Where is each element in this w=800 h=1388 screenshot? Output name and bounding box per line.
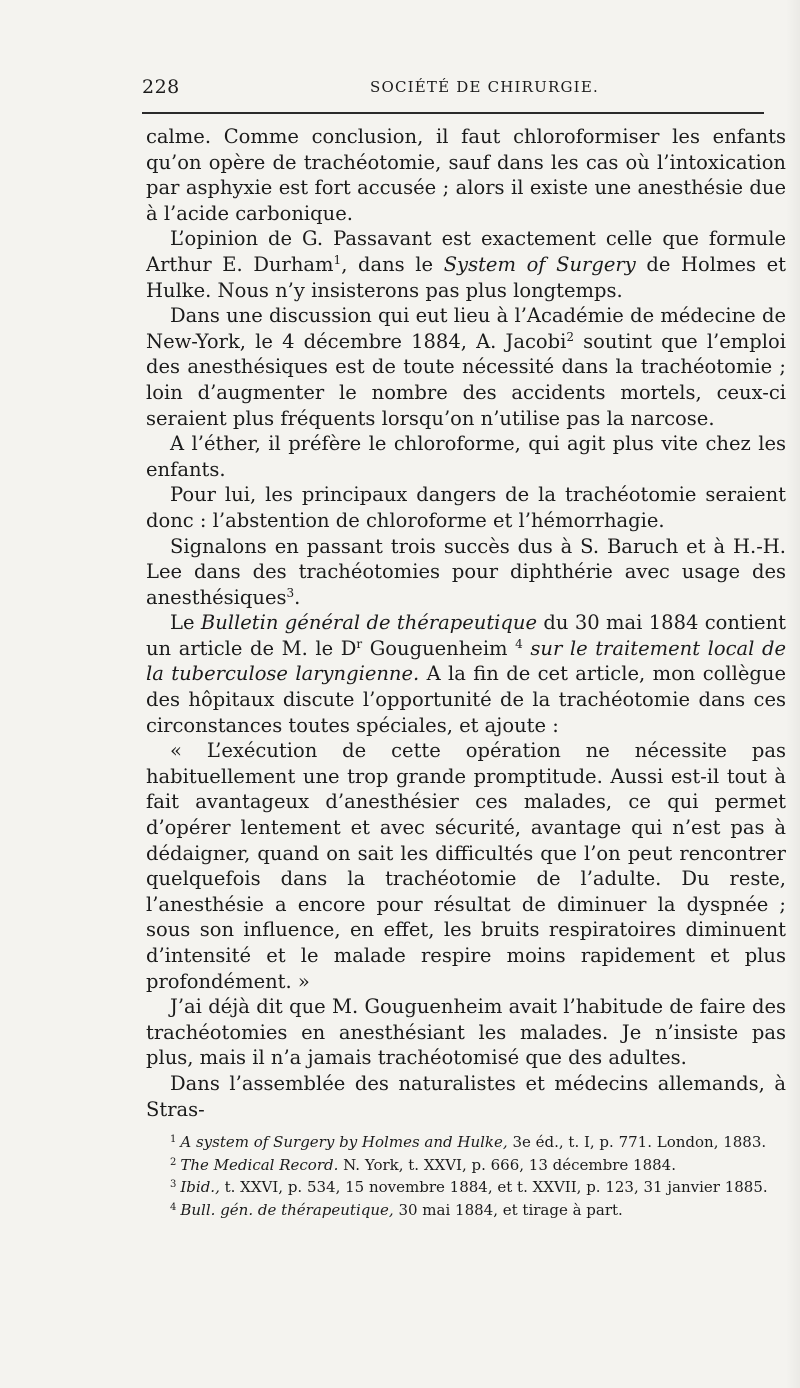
text-run: A l’éther, il préfère le chloroforme, qui agit plus vite chez les enfants.	[146, 432, 786, 481]
italic-text: Bulletin général de thérapeutique	[200, 611, 538, 635]
footnote-number: 2	[170, 1156, 177, 1168]
italic-text: sur le traitement local de la tuberculose laryngienne.	[146, 636, 786, 686]
page-edge-shadow	[786, 0, 800, 1388]
italic-text: System of Surgery	[443, 252, 636, 276]
italic-text: Ibid.,	[180, 1178, 220, 1196]
paragraph	[146, 610, 786, 738]
page-number: 228	[142, 76, 180, 98]
text-run: Dans l’assemblée des naturalistes et médecins allemands, à Stras-	[146, 1071, 786, 1121]
text-run: Gouguenheim	[362, 636, 516, 660]
footnote-reference: 1	[333, 252, 342, 267]
italic-text: Bull. gén. de thérapeutique,	[180, 1200, 394, 1219]
paragraph	[146, 1071, 786, 1122]
text-run: calme. Comme conclusion, il faut chloroformiser les enfants qu’on opère de trachéotomie, sauf dans les cas où l’intoxication par asphyxie est fort accusée ; alors il existe une anesthésie due à l’acide carbonique.	[146, 125, 786, 225]
body-text	[146, 124, 786, 1122]
text-run: Signalons en passant trois succès dus à S. Baruch et à H.-H. Lee dans des trachéotomies pour diphthérie avec usage des anesthésiques	[146, 534, 786, 609]
text-run: « L’exécution de cette opération ne nécessite pas habituellement une trop grande promptitude. Aussi est-il tout à fait avantageux d’anesthésier ces malades, ce qui permet d’opérer lentement et avec sécurité, avantage qui n’est pas à dédaigner, quand on sait les difficultés que l’on peut rencontrer quelquefois dans la trachéotomie de l’adulte. Du reste, l’anesthésie a encore pour résultat de diminuer la dyspnée ; sous son influence, en effet, les bruits respiratoires diminuent d’intensité et le malade respire moins rapidement et plus profondément. »	[146, 739, 786, 993]
text-run: Pour lui, les principaux dangers de la trachéotomie seraient donc : l’abstention de chloroforme et l’hémorrhagie.	[146, 483, 786, 532]
footnote	[146, 1198, 786, 1221]
running-head	[142, 76, 762, 100]
text-run: L’opinion de G. Passavant est exactement celle que formule Arthur E. Durham	[146, 227, 786, 276]
footnote-number: 3	[170, 1179, 177, 1190]
footnote-reference: 2	[566, 329, 574, 344]
text-run: , dans le	[341, 252, 444, 276]
text-run: .	[294, 585, 301, 609]
text-run: Dans une discussion qui eut lieu à l’Académie de médecine de New-York, le 4 décembre 1884, A. Jacobi	[146, 304, 786, 353]
text-run: t. XXVI, p. 534, 15 novembre 1884, et t. XXVII, p. 123, 31 janvier 1885.	[219, 1178, 768, 1196]
text-run: de Holmes et Hulke. Nous n’y insisterons pas plus longtemps.	[146, 252, 787, 302]
paragraph	[146, 482, 786, 533]
text-run: J’ai déjà dit que M. Gouguenheim avait l’habitude de faire des trachéotomies en anesthésiant les malades. Je n’insiste pas plus, mais il n’a jamais trachéotomisé que des adultes.	[146, 995, 786, 1070]
footnote-reference: 4	[515, 636, 523, 651]
text-run: 30 mai 1884, et tirage à part.	[393, 1200, 623, 1219]
footnote	[146, 1153, 786, 1176]
paragraph	[146, 738, 786, 994]
paragraph	[146, 994, 786, 1071]
paragraph	[146, 534, 786, 611]
text-run: A la fin de cet article, mon collègue des hôpitaux discute l’opportunité de la trachéotomie dans ces circonstances toutes spéciales, et ajoute :	[146, 662, 786, 737]
text-run: du 30 mai 1884 contient un article de M. le D	[146, 611, 786, 660]
footnote	[146, 1175, 786, 1198]
paragraph	[146, 431, 786, 482]
text-run: N. York, t. XXVI, p. 666, 13 décembre 1884.	[338, 1155, 676, 1174]
text-run: 3e éd., t. I, p. 771. London, 1883.	[507, 1133, 767, 1151]
footnote-reference: r	[356, 636, 363, 651]
journal-title: SOCIÉTÉ DE CHIRURGIE.	[370, 78, 599, 96]
footnote-reference: 3	[286, 585, 295, 600]
paragraph	[146, 124, 786, 226]
footnote-number: 4	[170, 1201, 177, 1213]
paragraph	[146, 226, 786, 303]
paragraph	[146, 303, 786, 431]
footnote-number: 1	[170, 1134, 177, 1145]
text-run: soutint que l’emploi des anesthésiques est de toute nécessité dans la trachéotomie ; loin d’augmenter le nombre des accidents mortels, ceux-ci seraient plus fréquents lorsqu’on n’utilise pas la narcose.	[146, 329, 786, 430]
italic-text: A system of Surgery by Holmes and Hulke,	[180, 1133, 508, 1151]
text-run: Le	[170, 611, 201, 635]
header-rule	[142, 112, 764, 114]
footnotes	[146, 1130, 786, 1220]
italic-text: The Medical Record.	[180, 1155, 339, 1174]
footnote	[146, 1130, 786, 1153]
